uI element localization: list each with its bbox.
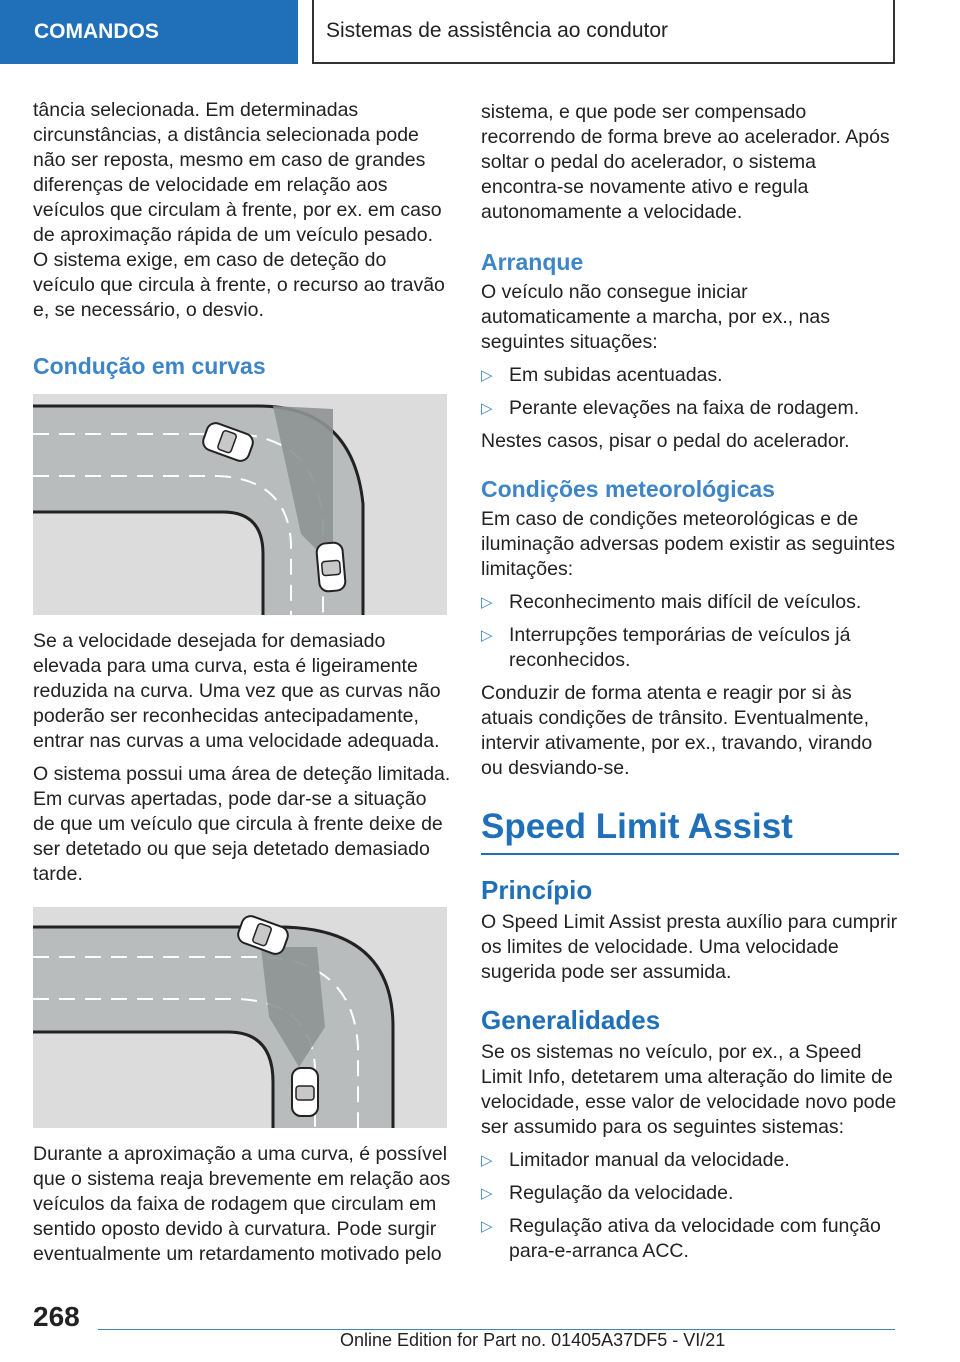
triangle-bullet-icon: ▷	[481, 627, 493, 644]
edition-footer: Online Edition for Part no. 01405A37DF5 - VI/21	[340, 1330, 726, 1350]
paragraph: O sistema possui uma área de deteção limitada. Em curvas apertadas, pode dar-se a situação de que um veículo que circula à frente deixe de ser detetado ou que seja detetado demasiado tarde.	[33, 763, 451, 885]
page-number: 268	[33, 1301, 80, 1332]
list-item: ▷ Em subidas acentuadas.	[481, 364, 723, 386]
paragraph: Se a velocidade desejada for demasiado elevada para uma curva, esta é ligeiramente reduzida na curva. Uma vez que as curvas não poderão ser reconhecidas antecipadamente, entrar nas curvas a uma velocidade adequada.	[33, 630, 441, 752]
list-item: ▷ Regulação ativa da velocidade com função para-e-arranca ACC.	[481, 1215, 881, 1262]
heading-curvas: Condução em curvas	[33, 353, 266, 379]
right-column	[481, 100, 899, 1272]
heading-principio: Princípio	[481, 875, 593, 905]
paragraph: O veículo não consegue iniciar automaticamente a marcha, por ex., nas seguintes situações:	[481, 281, 831, 353]
heading-generalidades: Generalidades	[481, 1005, 661, 1035]
list-item: ▷ Perante elevações na faixa de rodagem.	[481, 397, 860, 419]
heading-arranque: Arranque	[481, 249, 584, 275]
triangle-bullet-icon: ▷	[481, 400, 493, 417]
list-arranque	[481, 363, 899, 421]
paragraph: tância selecionada. Em determinadas circunstâncias, a distância selecionada pode não ser reposta, mesmo em caso de grandes diferenças de velocidade em relação aos veículos que circulam à frente, por ex. em caso de aproximação rápida de um veículo pesado. O sistema exige, em caso de deteção do veículo que circula à frente, o recurso ao travão e, se necessário, o desvio.	[33, 99, 445, 321]
paragraph: Em caso de condições meteorológicas e de iluminação adversas podem existir as seguintes limitações:	[481, 508, 896, 580]
list-sistemas	[481, 1148, 899, 1264]
curve-illustration-1	[33, 394, 447, 615]
triangle-bullet-icon: ▷	[481, 594, 493, 611]
triangle-bullet-icon: ▷	[481, 1152, 493, 1169]
heading-speed-limit-assist: Speed Limit Assist	[481, 807, 899, 855]
paragraph: Durante a aproximação a uma curva, é possível que o sistema reaja brevemente em relação aos veículos da faixa de rodagem que circulam em sentido oposto devido à curvatura. Pode surgir eventualmente um retardamento motivado pelo	[33, 1143, 451, 1265]
section-tab: COMANDOS	[0, 0, 298, 64]
paragraph: O Speed Limit Assist presta auxílio para cumprir os limites de velocidade. Uma velocidade sugerida pode ser assumida.	[481, 911, 898, 983]
heading-meteo: Condições meteorológicas	[481, 476, 775, 502]
chapter-title: Sistemas de assistência ao condutor	[312, 0, 895, 64]
left-column	[33, 98, 451, 1275]
list-item: ▷ Limitador manual da velocidade.	[481, 1149, 790, 1171]
paragraph: sistema, e que pode ser compensado recorrendo de forma breve ao acelerador. Após soltar o pedal do acelerador, o sistema encontra-se novamente ativo e regula autonomamente a velocidade.	[481, 101, 890, 223]
triangle-bullet-icon: ▷	[481, 1218, 493, 1235]
paragraph: Conduzir de forma atenta e reagir por si às atuais condições de trânsito. Eventualmente, intervir ativamente, por ex., travando, virando ou desviando-se.	[481, 682, 873, 779]
curve-illustration-2	[33, 907, 447, 1128]
list-item: ▷ Interrupções temporárias de veículos já reconhecidos.	[481, 624, 851, 671]
list-item: ▷ Regulação da velocidade.	[481, 1182, 734, 1204]
paragraph: Nestes casos, pisar o pedal do acelerador.	[481, 430, 850, 452]
paragraph: Se os sistemas no veículo, por ex., a Speed Limit Info, detetarem uma alteração do limite de velocidade, esse valor de velocidade novo pode ser assumido para os seguintes sistemas:	[481, 1041, 897, 1138]
triangle-bullet-icon: ▷	[481, 1185, 493, 1202]
triangle-bullet-icon: ▷	[481, 367, 493, 384]
list-item: ▷ Reconhecimento mais difícil de veículos.	[481, 591, 862, 613]
list-meteo	[481, 590, 899, 673]
